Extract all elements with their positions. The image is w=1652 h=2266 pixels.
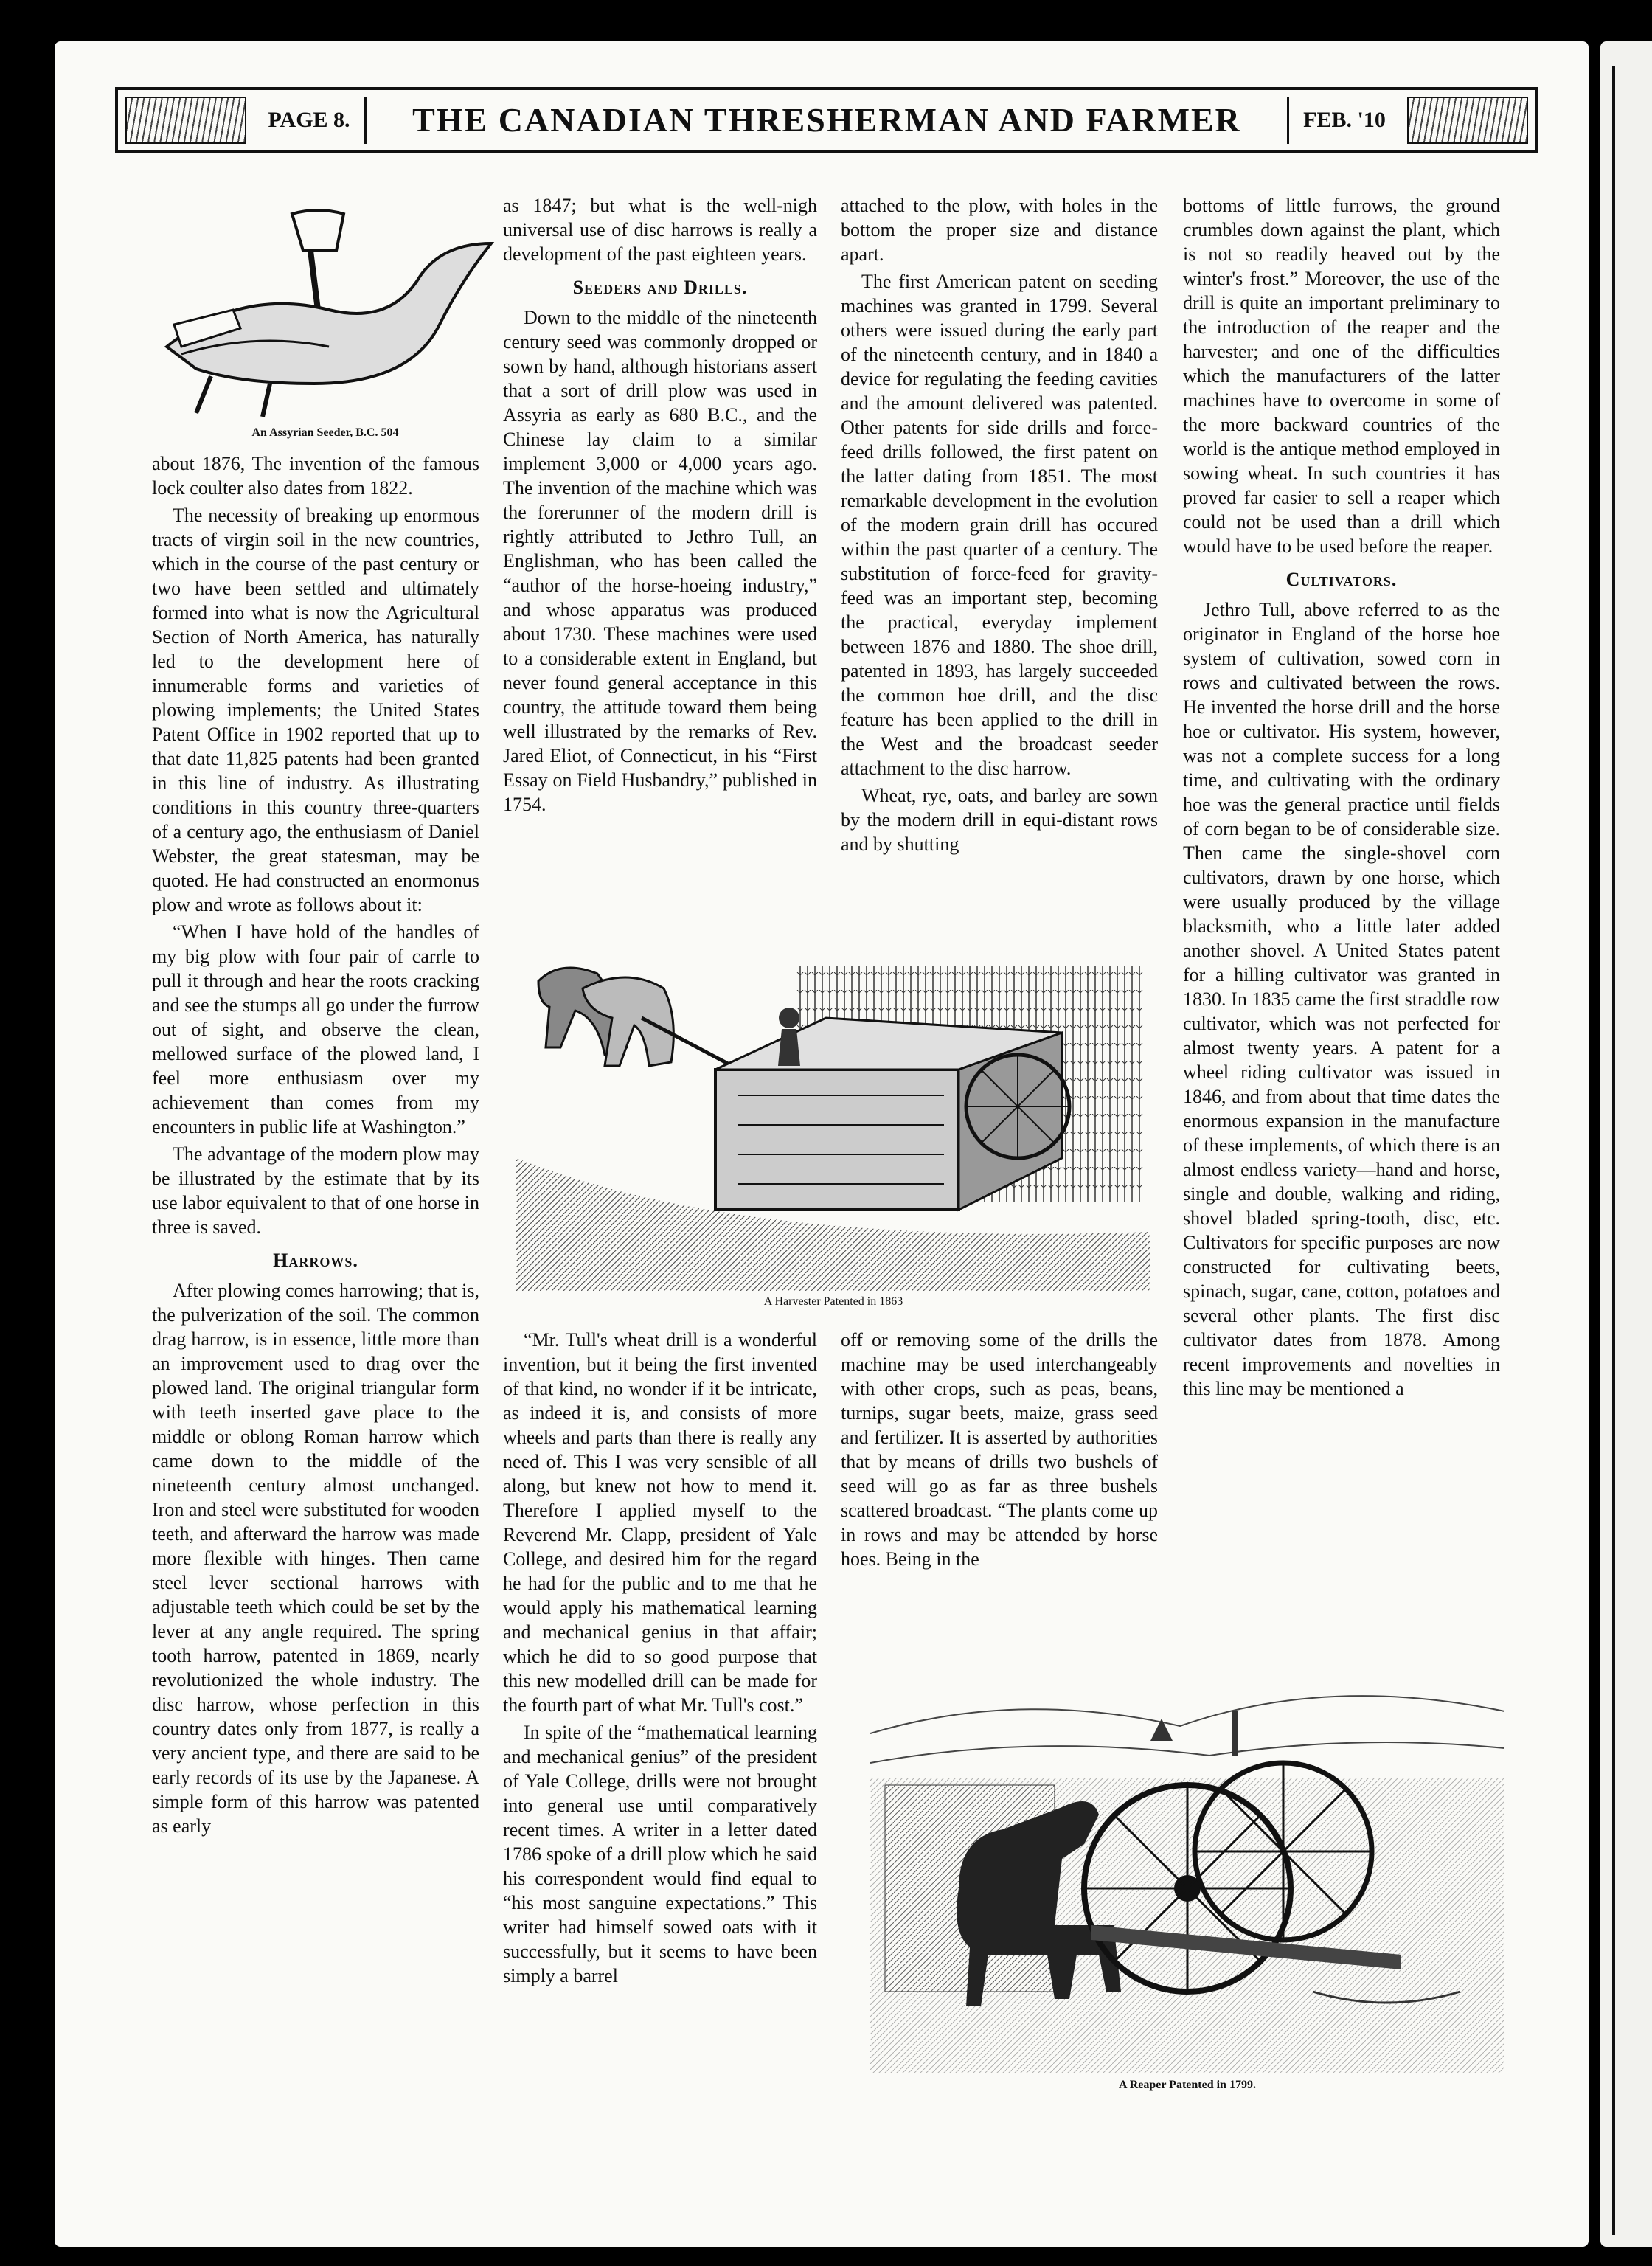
col1-paragraph-2: The necessity of breaking up enormous tracts of virgin soil in the new countries, which in the course of the past century or two have been settled and ultimately formed into what is now the Agricultural Section of North America, has naturally led to the development here of innumerable forms and varieties of plowing implements; the United States Patent Office in 1902 reported that up to that date 11,825 patents had been granted in this line of industry. As illustrating conditions in this country three-quarters of a century ago, the enthusiasm of Daniel Webster, the great statesman, may be quoted. He had constructed an enormonus plow and wrote as follows about it: [152,505,479,915]
column-3-bottom [841,1328,1158,1574]
figure-reaper [870,1645,1504,2092]
column-2-bottom [503,1328,817,1991]
header-vignette-left [125,97,246,144]
col2-paragraph-3: “Mr. Tull's wheat drill is a wonderful invention, but it being the first invented of that kind, no wonder if it be intricate, as indeed it is, and consists of more wheels and parts than there is really any need of. This I was very sensible of all along, but knew not how to mend it. Therefore I applied myself to the Reverend Mr. Clapp, president of Yale College, and desired him for the regard he had for the public and to me that he would apply his mathematical learning and mechanical genius in that affair; which he did to so good purpose that this new modelled drill can be made for the fourth part of what Mr. Tull's cost.” [503,1329,817,1716]
reaper-caption: A Reaper Patented in 1799. [1119,2079,1256,2091]
masthead-title: THE CANADIAN THRESHERMAN AND FARMER [364,97,1289,144]
col1-paragraph-1: about 1876, The invention of the famous lock coulter also dates from 1822. [152,453,479,499]
harvester-illustration [516,937,1150,1291]
col1-paragraph-5: After plowing comes harrowing; that is, the pulverization of the soil. The common drag harrow, is in essence, little more than an improvement used to drag over the plowed land. The original triangular form with teeth inserted gave place to the middle or oblong Roman harrow which came down to the middle of the nineteenth century almost unchanged. Iron and steel were substituted for wooden teeth, and afterward the harrow was made more flexible with hinges. Then came steel lever sectional harrows with adjustable teeth which could be set by the lever at any angle required. The spring tooth harrow, patented in 1869, nearly revolutionized the whole industry. The disc harrow, whose perfection in this country dates only from 1877, is really a very ancient type, and there are said to be early records of its use by the Japanese. A simple form of this harrow was patented as early [152,1280,479,1837]
section-heading-harrows: Harrows. [273,1250,358,1271]
page-border-line [1612,66,1615,2235]
col3-paragraph-1: attached to the plow, with holes in the bottom the proper size and distance apart. [841,195,1158,265]
col3-paragraph-2: The first American patent on seeding machines was granted in 1799. Several others were issued during the early part of the nineteenth century, and in 1840 a device for regulating the feeding cavities and the amount delivered was patented. Other patents for side drills and force-feed drills followed, the first patent on the latter dating from 1851. The most remarkable development in the evolution of the modern grain drill has occured within the past quarter of a century. The substitution of force-feed for gravity-feed was an important step, becoming the practical, everyday implement between 1876 and 1880. The shoe drill, patented in 1893, has largely succeeded the common hoe drill, and the disc feature has been applied to the drill in the West and the broadcast seeder attachment to the disc harrow. [841,271,1158,779]
col3-paragraph-3: Wheat, rye, oats, and barley are sown by the modern drill in equi-distant rows and by shutting [841,785,1158,855]
col2-paragraph-2: Down to the middle of the nineteenth century seed was commonly dropped or sown by hand, although historians assert that a sort of drill plow was used in Assyria as early as 680 B.C., and the Chinese lay claim to a similar implement 3,000 or 4,000 years ago. The invention of the machine which was the forerunner of the modern drill is rightly attributed to Jethro Tull, an Englishman, who has been called the “author of the horse-hoeing industry,” and whose apparatus was produced about 1730. These machines were used to a considerable extent in England, but never found general acceptance in this country, the attitude toward them being well illustrated by the remarks of Rev. Jared Eliot, of Connecticut, in his “First Essay on Field Husbandry,” published in 1754. [503,307,817,815]
issue-date: FEB. '10 [1303,108,1386,132]
assyrian-seeder-illustration [152,199,499,420]
reaper-illustration [870,1645,1504,2073]
figure-harvester [516,937,1150,1309]
harvester-caption: A Harvester Patented in 1863 [763,1295,903,1308]
column-1 [152,451,479,1841]
figure-assyrian-seeder [152,199,499,440]
col4-paragraph-1: bottoms of little furrows, the ground crumbles down against the plant, which is not so readily heaved out by the winter's frost.” Moreover, the use of the drill is quite an important preliminary to the introduction of the reaper and the harvester; and one of the difficulties which the manufacturers of the latter machines have to overcome in some of the more backward countries of the world is the antique method employed in sowing wheat. In such countries it has proved far easier to sell a reaper which could not be used than a drill which would have to be used before the reaper. [1183,195,1500,557]
col3-paragraph-4: off or removing some of the drills the machine may be used interchangeably with other crops, such as peas, beans, turnips, sugar beets, maize, grass seed and fertilizer. It is asserted by authorities that by means of drills two bushels of seed will go as far as three bushels scattered broadcast. “The plants come up in rows and may be attended by horse hoes. Being in the [841,1329,1158,1570]
header-vignette-right [1407,97,1528,144]
col1-paragraph-4: The advantage of the modern plow may be illustrated by the estimate that by its use labor equivalent to that of one horse in three is saved. [152,1143,479,1238]
col2-paragraph-4: In spite of the “mathematical learning and mechanical genius” of the president of Yale College, drills were not brought into general use until comparatively recent times. A writer in a letter dated 1786 spoke of a drill plow which he said his correspondent would find equal to “his most sanguine expectations.” This writer had himself sowed oats with it successfully, but it seems to have been simply a barrel [503,1722,817,1986]
col1-paragraph-3: “When I have hold of the handles of my big plow with four pair of carrle to pull it through and hear the roots cracking and see the stumps all go under the furrow out of sight, and observe the clean, mellowed surface of the plowed land, I feel more enthusiasm over my achievement than comes from my encounters in public life at Washington.” [152,921,479,1137]
page-number: PAGE 8. [268,108,350,132]
seeder-caption: An Assyrian Seeder, B.C. 504 [251,426,399,439]
section-heading-seeders-drills: Seeders and Drills. [572,277,748,298]
adjacent-page-edge [1600,41,1652,2247]
page-header [115,87,1538,153]
column-3-top [841,193,1158,859]
col2-paragraph-1: as 1847; but what is the well-nigh universal use of disc harrows is really a development of the past eighteen years. [503,195,817,265]
col4-paragraph-2: Jethro Tull, above referred to as the originator in England of the horse hoe system of cultivation, sowed corn in rows and cultivated between the rows. He invented the horse drill and the horse hoe or cultivator. His system, however, was not a complete success for a long time, and cultivating with the ordinary hoe was the general practice until fields of corn began to be of considerable size. Then came the single-shovel corn cultivators, drawn by one horse, which were usually produced by the village blacksmith, who a little later added another shovel. A United States patent for a hilling cultivator was granted in 1830. In 1835 came the first straddle row cultivator, which was not perfected for almost twenty years. A patent for a wheel riding cultivator was issued in 1846, and from about that time dates the enormous expansion in the manufacture of these implements, of which there is an almost endless variety—hand and horse, single and double, walking and riding, shovel bladed spring-tooth, disc, etc. Cultivators for specific purposes are now constructed for cultivating beets, spinach, sugar, cane, cotton, potatoes and several other plants. The first disc cultivator dates from 1878. Among recent improvements and novelties in this line may be mentioned a [1183,599,1500,1399]
section-heading-cultivators: Cultivators. [1285,569,1398,590]
column-2-top [503,193,817,820]
column-4 [1183,193,1500,1404]
